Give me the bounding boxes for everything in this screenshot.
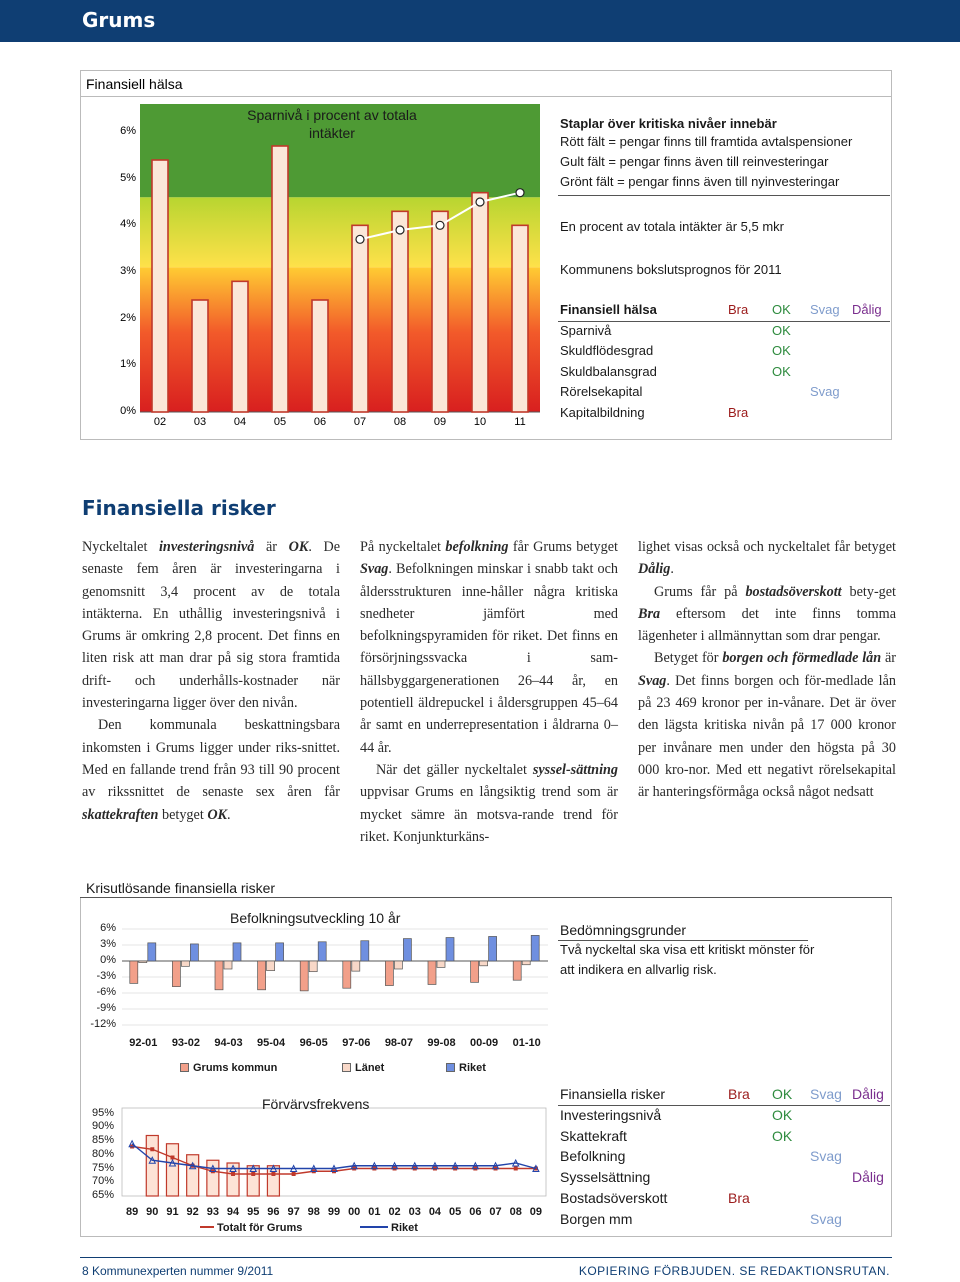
x-tick-label: 94 xyxy=(226,1206,240,1218)
bar-07 xyxy=(352,225,368,412)
y-tick-label: 3% xyxy=(120,265,136,277)
bar-06 xyxy=(312,300,328,412)
sparniva-chart xyxy=(130,96,540,436)
note-procent: En procent av totala intäkter är 5,5 mkr xyxy=(560,219,784,234)
rating-row-value: Svag xyxy=(810,384,840,399)
bar-riket-96-05 xyxy=(318,942,326,961)
bar-03 xyxy=(192,300,208,412)
bar-05 xyxy=(272,146,288,412)
x-tick-label: 94-03 xyxy=(214,1037,243,1049)
y-tick-label: 1% xyxy=(120,358,136,371)
legend-swatch xyxy=(180,1063,189,1072)
x-tick-label: 09 xyxy=(433,416,447,428)
y-tick-label: 5% xyxy=(120,171,136,184)
rating-row-value: OK xyxy=(772,363,791,379)
bar-länet-00-09 xyxy=(480,961,488,966)
x-tick-label: 05 xyxy=(449,1206,462,1218)
rating-row-label: Sysselsättning xyxy=(560,1169,651,1186)
y-tick-label: 4% xyxy=(120,218,136,231)
y-tick-label: 2% xyxy=(120,311,136,324)
x-tick-label: 00-09 xyxy=(470,1037,499,1049)
bar-95 xyxy=(247,1166,259,1196)
paragraph: Nyckeltalet investeringsnivå är OK. De senaste fem åren är investeringarna i genomsnitt 3,4 procent av de totala intäkterna. En uthållig investeringsnivå i Grums är omkring 2,8 procent. Det finns en liten risk att man drar på sig stora framtida drift- och underhålls-kostnader när investeringarna ligger över den nivån. xyxy=(82,539,340,712)
x-tick-label: 01 xyxy=(368,1206,381,1218)
bar-grums-kommun-99-08 xyxy=(428,961,436,984)
divider xyxy=(80,897,892,898)
x-tick-label: 08 xyxy=(509,1206,522,1218)
point-grums-94 xyxy=(231,1172,235,1176)
bar-11 xyxy=(512,225,528,412)
rating-header-bra: Bra xyxy=(728,1086,750,1102)
rating-header-bra: Bra xyxy=(728,302,749,317)
paragraph: lighet visas också och nyckeltalet får betyget Dålig. xyxy=(638,539,896,578)
paragraph: När det gäller nyckeltalet syssel-sättning uppvisar Grums en långsiktig trend som är mycket sämre än motsva-rande trend för riket. Konjunkturkäns- xyxy=(360,761,618,845)
y-tick-label: 3% xyxy=(100,938,116,950)
rating-row-value: OK xyxy=(772,322,791,338)
divider xyxy=(558,1105,890,1106)
prognos-point-11 xyxy=(516,189,524,197)
prognos-point-08 xyxy=(396,226,404,234)
rating-row-label: Skattekraft xyxy=(560,1127,627,1144)
bar-grums-kommun-98-07 xyxy=(385,961,393,986)
point-grums-96 xyxy=(271,1172,275,1176)
y-tick-label: 75% xyxy=(91,1161,114,1174)
note-bokslut: Kommunens bokslutsprognos för 2011 xyxy=(560,262,782,277)
rating-header-ok: OK xyxy=(772,1086,793,1102)
x-tick-label: 95-04 xyxy=(257,1037,286,1049)
divider xyxy=(558,940,808,941)
x-tick-label: 05 xyxy=(273,416,287,428)
legend-label: Riket xyxy=(391,1222,418,1234)
legend-label: Riket xyxy=(459,1062,486,1074)
legend-line xyxy=(360,1226,388,1228)
text-column-3 xyxy=(638,536,896,804)
legend-line xyxy=(200,1226,214,1228)
prognos-point-07 xyxy=(356,235,364,243)
x-tick-label: 07 xyxy=(489,1206,502,1218)
footer-copyright: KOPIERING FÖRBJUDEN. SE REDAKTIONSRUTAN. xyxy=(578,1264,890,1278)
x-tick-label: 96-05 xyxy=(299,1037,328,1049)
x-tick-label: 09 xyxy=(529,1206,543,1218)
x-tick-label: 92-01 xyxy=(129,1037,158,1049)
rating-row-label: Sparnivå xyxy=(560,322,612,338)
x-tick-label: 97 xyxy=(287,1206,300,1218)
bar-04 xyxy=(232,281,248,412)
rating-row-value: OK xyxy=(772,343,791,358)
criteria-line-2: att indikera en allvarlig risk. xyxy=(560,962,717,977)
y-tick-label: -3% xyxy=(96,970,116,982)
x-tick-label: 01-10 xyxy=(512,1037,541,1049)
rating-row-label: Kapitalbildning xyxy=(560,404,645,420)
y-tick-label: 90% xyxy=(91,1120,114,1133)
rating-header-label: Finansiella risker xyxy=(560,1086,666,1102)
rating-row-label: Bostadsöverskott xyxy=(560,1190,668,1206)
x-tick-label: 99 xyxy=(327,1206,341,1218)
footer-divider xyxy=(80,1257,892,1258)
x-tick-label: 92 xyxy=(186,1206,199,1218)
zone-legend-green: Grönt fält = pengar finns även till nyinvesteringar xyxy=(560,174,840,189)
rating-header-dalig: Dålig xyxy=(852,302,882,317)
bar-96 xyxy=(267,1166,279,1196)
paragraph: Den kommunala beskattningsbara inkomsten i Grums ligger under riks-snittet. Med en fallande trend från 93 till 90 procent av rikssnittet de senaste sex åren får skattekraften betyget OK. xyxy=(82,717,340,823)
x-tick-label: 93-02 xyxy=(171,1037,200,1049)
bar-grums-kommun-00-09 xyxy=(471,961,479,982)
x-tick-label: 07 xyxy=(353,416,367,428)
bar-riket-94-03 xyxy=(233,943,241,961)
bar-grums-kommun-93-02 xyxy=(172,961,180,987)
bar-91 xyxy=(166,1144,178,1196)
page-header xyxy=(0,0,960,42)
bar-länet-92-01 xyxy=(139,961,147,963)
footer-page-info: 8 Kommunexperten nummer 9/2011 xyxy=(82,1264,274,1278)
bar-länet-93-02 xyxy=(181,961,189,966)
bar-länet-94-03 xyxy=(224,961,232,969)
rating-row-value: OK xyxy=(772,1106,793,1123)
section-title: Finansiella risker xyxy=(82,496,276,520)
bar-92 xyxy=(187,1155,199,1196)
bar-02 xyxy=(152,160,168,412)
legend-riket-line xyxy=(360,1222,418,1234)
x-tick-label: 03 xyxy=(408,1206,421,1218)
legend-swatch xyxy=(446,1063,455,1072)
text-column-2 xyxy=(360,536,618,848)
x-tick-label: 02 xyxy=(388,1206,401,1218)
x-tick-label: 95 xyxy=(247,1206,260,1218)
bar-90 xyxy=(146,1136,158,1197)
bar-riket-98-07 xyxy=(403,939,411,961)
rating-row-label: Skuldflödesgrad xyxy=(560,343,654,358)
y-tick-label: 70% xyxy=(91,1175,114,1188)
rating-header-svag: Svag xyxy=(810,1086,842,1102)
rating-header-label: Finansiell hälsa xyxy=(560,302,657,317)
krisutlosande-title: Krisutlösande finansiella risker xyxy=(86,880,279,896)
point-grums-08 xyxy=(514,1167,518,1171)
bar-länet-97-06 xyxy=(352,961,360,971)
rating-header-svag: Svag xyxy=(810,302,840,317)
forvarvsfrekvens-chart xyxy=(118,1094,548,1244)
criteria-title: Bedömningsgrunder xyxy=(560,922,687,938)
bar-riket-99-08 xyxy=(446,938,454,961)
bar-riket-97-06 xyxy=(361,941,369,961)
divider xyxy=(558,321,890,322)
x-tick-label: 04 xyxy=(428,1206,442,1218)
bar-länet-98-07 xyxy=(394,961,402,969)
y-tick-label: 85% xyxy=(91,1134,114,1146)
x-tick-label: 96 xyxy=(267,1206,280,1218)
prognos-point-10 xyxy=(476,198,484,206)
y-tick-label: -12% xyxy=(90,1018,116,1030)
x-tick-label: 03 xyxy=(193,416,207,428)
rating-row-value: Bra xyxy=(728,404,749,420)
bar-grums-kommun-96-05 xyxy=(300,961,308,991)
bar-09 xyxy=(432,211,448,412)
bar-länet-01-10 xyxy=(522,961,530,965)
rating-header-dalig: Dålig xyxy=(852,1086,884,1102)
legend-label: Grums kommun xyxy=(193,1062,278,1074)
legend-label: Totalt för Grums xyxy=(217,1222,303,1234)
x-tick-label: 98 xyxy=(307,1206,320,1218)
y-tick-label: 65% xyxy=(91,1189,114,1201)
bar-grums-kommun-01-10 xyxy=(513,961,521,980)
zone-legend-yellow: Gult fält = pengar finns även till reinvesteringar xyxy=(560,154,829,169)
y-tick-label: -9% xyxy=(96,1002,116,1014)
y-tick-label: 95% xyxy=(91,1106,114,1119)
zone-legend-red: Rött fält = pengar finns till framtida avtalspensioner xyxy=(560,134,853,149)
x-tick-label: 02 xyxy=(153,416,167,428)
bar-riket-95-04 xyxy=(276,943,284,961)
x-tick-label: 89 xyxy=(125,1206,139,1218)
bar-grums-kommun-95-04 xyxy=(258,961,266,990)
legend-grums xyxy=(180,1062,277,1074)
bar-länet-95-04 xyxy=(267,961,275,971)
bar-08 xyxy=(392,211,408,412)
point-grums-97 xyxy=(292,1172,296,1176)
paragraph: På nyckeltalet befolkning får Grums betyget Svag. Befolkningen minskar i snabb takt och åldersstrukturen inne-håller några kritiska snedheter jämfört med befolkningspyramiden för riket. Det finns en försörjningssvacka i sam-hällsbyggargenerationen 26–44 år, en potentiell äldrepuckel i åldersgruppen 45–64 år samt en underrepresentation i åldrarna 0–44 år. xyxy=(360,539,618,756)
sparniva-chart-title: Sparnivå i procent av totala intäkter xyxy=(247,107,417,141)
x-tick-label: 91 xyxy=(166,1206,179,1218)
y-tick-label: 6% xyxy=(100,922,116,934)
paragraph: Grums får på bostadsöverskott bety-get Bra eftersom det inte finns tomma lägenheter i allmännyttan som drar pengar. xyxy=(638,583,897,645)
bar-grums-kommun-92-01 xyxy=(130,961,138,983)
legend-lanet xyxy=(342,1062,384,1074)
legend-swatch xyxy=(342,1063,351,1072)
rating-row-value: Bra xyxy=(728,1190,750,1206)
y-tick-label: 6% xyxy=(120,125,136,137)
bar-10 xyxy=(472,193,488,412)
befolkning-chart-title: Befolkningsutveckling 10 år xyxy=(230,910,401,926)
point-grums-95 xyxy=(251,1172,255,1176)
rating-row-value: Svag xyxy=(810,1148,842,1165)
plot-area xyxy=(122,1108,546,1196)
bar-grums-kommun-94-03 xyxy=(215,961,223,990)
page-title: Grums xyxy=(82,8,156,32)
bar-riket-01-10 xyxy=(531,935,539,961)
bar-länet-96-05 xyxy=(309,961,317,972)
y-tick-label: 0% xyxy=(100,954,116,966)
legend-totalt xyxy=(200,1222,302,1234)
forvarvsfrekvens-chart-title: Förvärvsfrekvens xyxy=(262,1096,370,1112)
rating-row-label: Rörelsekapital xyxy=(560,384,643,399)
x-tick-label: 97-06 xyxy=(342,1037,371,1049)
divider xyxy=(558,195,890,196)
point-grums-90 xyxy=(150,1147,154,1151)
rating-row-label: Borgen mm xyxy=(560,1210,633,1227)
rating-row-label: Befolkning xyxy=(560,1148,626,1165)
x-tick-label: 98-07 xyxy=(384,1037,413,1049)
paragraph: Betyget för borgen och förmedlade lån är Svag. Det finns borgen och för-medlade lån på 23 469 kronor per in-vånare. Det är över den lägsta kritiska nivån på 17 000 kronor per invånare men under den högsta på 30 000 kro-nor. Med ett negativt rörelsekapital är hanteringsförmåga också något nedsatt xyxy=(638,650,896,801)
bar-riket-93-02 xyxy=(190,944,198,961)
rating-row-label: Skuldbalansgrad xyxy=(560,363,657,379)
criteria-line-1: Två nyckeltal ska visa ett kritiskt mönster för xyxy=(560,942,815,957)
x-tick-label: 11 xyxy=(514,416,526,428)
y-tick-label: 0% xyxy=(120,405,136,417)
y-tick-label: -6% xyxy=(96,986,116,998)
bar-grums-kommun-97-06 xyxy=(343,961,351,988)
bar-länet-99-08 xyxy=(437,961,445,967)
rating-row-label: Investeringsnivå xyxy=(560,1106,662,1123)
rating-header-ok: OK xyxy=(772,302,791,317)
bar-riket-00-09 xyxy=(489,936,497,961)
x-tick-label: 08 xyxy=(393,416,407,428)
legend-riket xyxy=(446,1062,486,1074)
bar-riket-92-01 xyxy=(148,943,156,961)
text-column-1 xyxy=(82,536,340,826)
x-tick-label: 06 xyxy=(313,416,327,428)
zone-legend-title: Staplar över kritiska nivåer innebär xyxy=(560,116,777,131)
befolkning-chart xyxy=(120,905,550,1055)
x-tick-label: 90 xyxy=(146,1206,159,1218)
x-tick-label: 00 xyxy=(348,1206,361,1218)
y-tick-label: 80% xyxy=(91,1147,114,1160)
x-tick-label: 93 xyxy=(206,1206,219,1218)
rating-row-value: Dålig xyxy=(852,1169,884,1186)
x-tick-label: 99-08 xyxy=(427,1037,456,1049)
x-tick-label: 06 xyxy=(469,1206,482,1218)
rating-row-value: OK xyxy=(772,1127,793,1144)
rating-row-value: Svag xyxy=(810,1210,842,1227)
prognos-point-09 xyxy=(436,221,444,229)
finansiell-halsa-title: Finansiell hälsa xyxy=(86,76,183,92)
x-tick-label: 04 xyxy=(233,416,247,428)
legend-label: Länet xyxy=(355,1062,385,1074)
x-tick-label: 10 xyxy=(473,416,487,428)
